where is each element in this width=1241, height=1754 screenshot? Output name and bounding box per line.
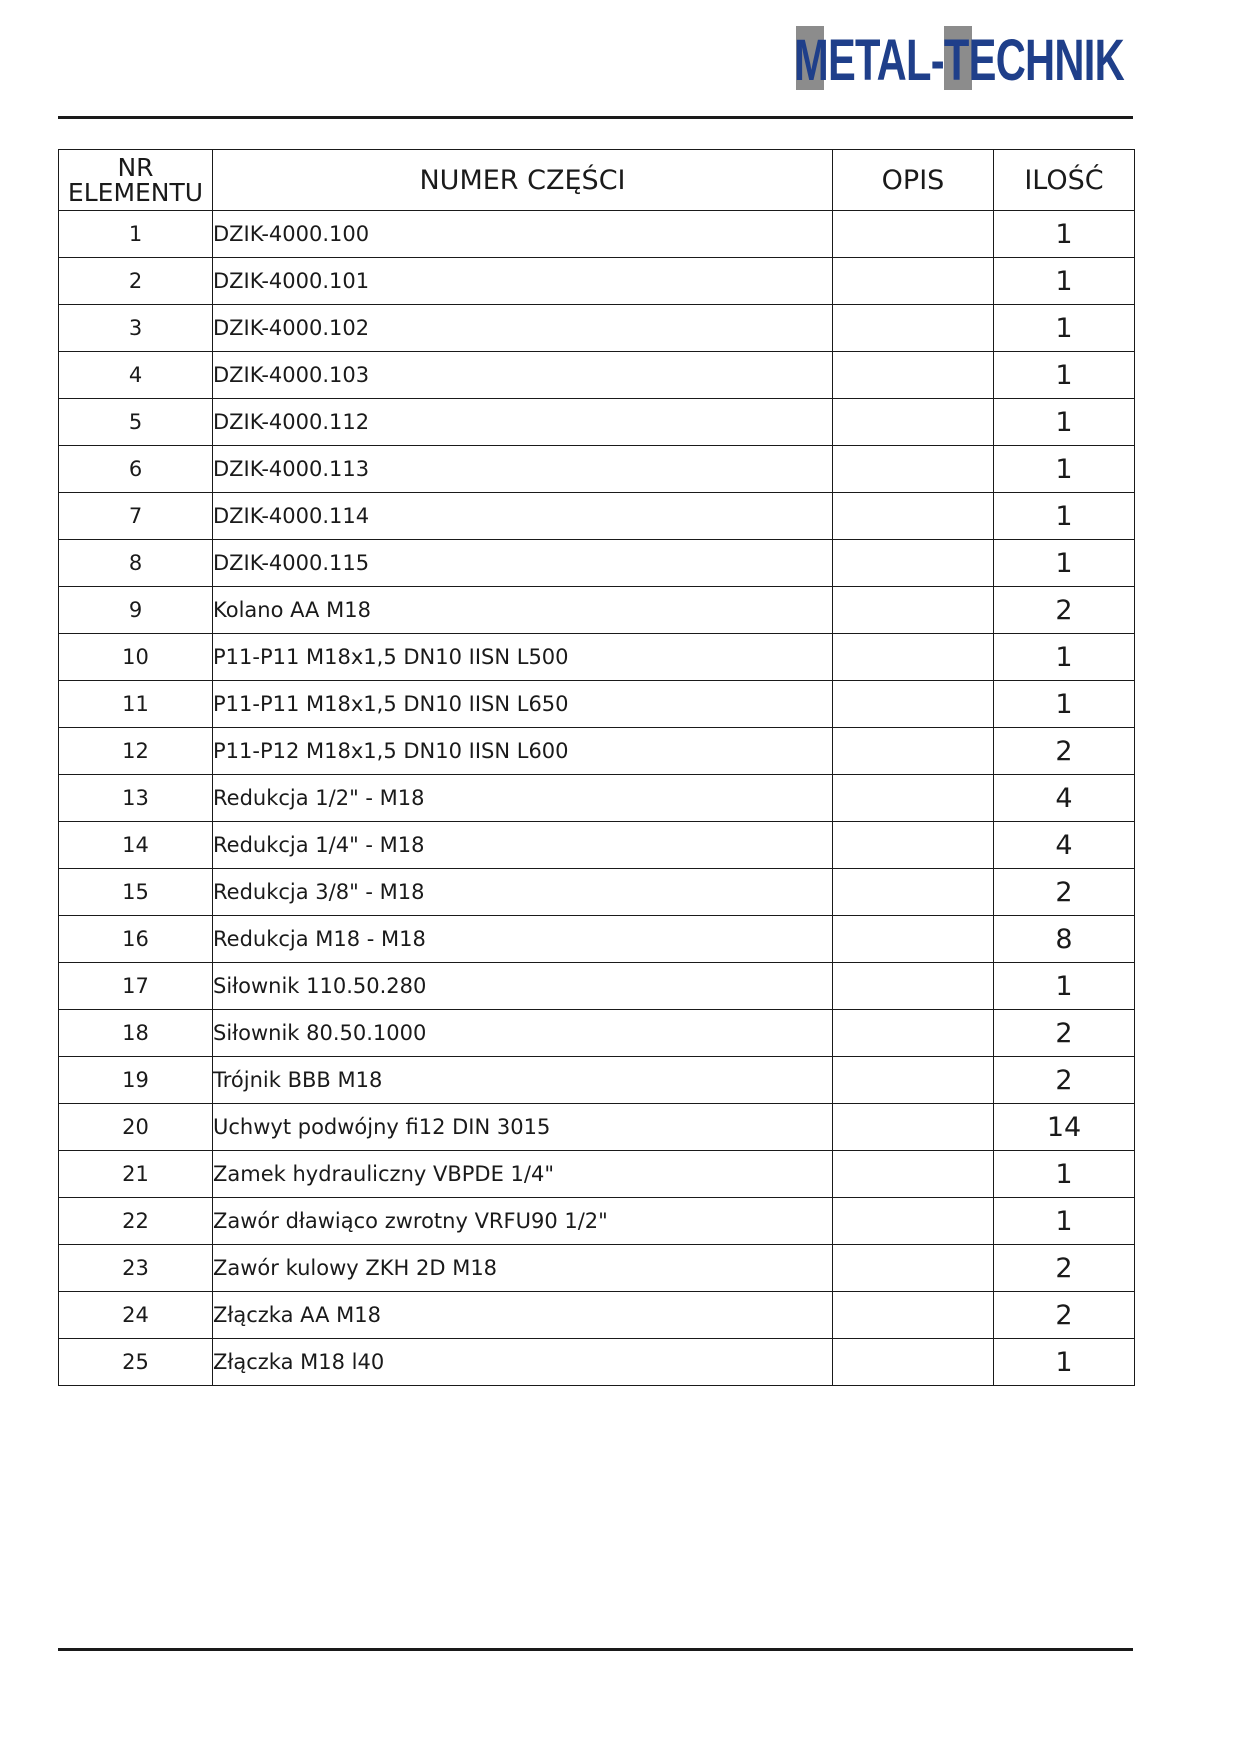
part-number-cell: P11-P12 M18x1,5 DN10 IISN L600 [213, 728, 833, 775]
row-number-cell: 8 [59, 540, 213, 587]
description-cell [833, 399, 994, 446]
part-number-cell: Uchwyt podwójny fi12 DIN 3015 [213, 1104, 833, 1151]
description-cell [833, 916, 994, 963]
description-cell [833, 211, 994, 258]
table-row [59, 446, 1135, 493]
table-header-row [59, 150, 1135, 211]
parts-table-body [59, 211, 1135, 1386]
table-row [59, 681, 1135, 728]
description-cell [833, 446, 994, 493]
table-row [59, 1339, 1135, 1386]
part-number-cell: Kolano AA M18 [213, 587, 833, 634]
description-cell [833, 1292, 994, 1339]
quantity-cell: 1 [994, 493, 1135, 540]
quantity-cell: 2 [994, 1245, 1135, 1292]
table-row [59, 822, 1135, 869]
description-cell [833, 681, 994, 728]
quantity-cell: 4 [994, 775, 1135, 822]
parts-table [58, 149, 1135, 1386]
description-cell [833, 869, 994, 916]
row-number-cell: 5 [59, 399, 213, 446]
quantity-cell: 2 [994, 1057, 1135, 1104]
table-row [59, 211, 1135, 258]
row-number-cell: 6 [59, 446, 213, 493]
table-row [59, 963, 1135, 1010]
quantity-cell: 1 [994, 1339, 1135, 1386]
part-number-cell: Trójnik BBB M18 [213, 1057, 833, 1104]
description-cell [833, 1245, 994, 1292]
quantity-cell: 1 [994, 352, 1135, 399]
part-number-cell: DZIK-4000.100 [213, 211, 833, 258]
row-number-cell: 18 [59, 1010, 213, 1057]
table-row [59, 1057, 1135, 1104]
part-number-cell: Redukcja 1/4" - M18 [213, 822, 833, 869]
quantity-cell: 1 [994, 540, 1135, 587]
description-cell [833, 258, 994, 305]
description-cell [833, 728, 994, 775]
description-cell [833, 1339, 994, 1386]
metal-technik-logo [794, 22, 1126, 92]
row-number-cell: 11 [59, 681, 213, 728]
description-cell [833, 822, 994, 869]
row-number-cell: 1 [59, 211, 213, 258]
part-number-cell: Redukcja M18 - M18 [213, 916, 833, 963]
description-cell [833, 775, 994, 822]
part-number-cell: Zawór dławiąco zwrotny VRFU90 1/2" [213, 1198, 833, 1245]
part-number-cell: Siłownik 80.50.1000 [213, 1010, 833, 1057]
quantity-cell: 2 [994, 587, 1135, 634]
description-cell [833, 963, 994, 1010]
part-number-cell: DZIK-4000.112 [213, 399, 833, 446]
part-number-cell: Zamek hydrauliczny VBPDE 1/4" [213, 1151, 833, 1198]
row-number-cell: 17 [59, 963, 213, 1010]
table-row [59, 1198, 1135, 1245]
description-cell [833, 1151, 994, 1198]
quantity-cell: 1 [994, 446, 1135, 493]
quantity-cell: 2 [994, 1292, 1135, 1339]
column-header-part-number: NUMER CZĘŚCI [213, 150, 833, 211]
description-cell [833, 634, 994, 681]
row-number-cell: 24 [59, 1292, 213, 1339]
column-header-nr [59, 150, 213, 211]
row-number-cell: 9 [59, 587, 213, 634]
quantity-cell: 2 [994, 1010, 1135, 1057]
quantity-cell: 1 [994, 305, 1135, 352]
table-row [59, 728, 1135, 775]
row-number-cell: 25 [59, 1339, 213, 1386]
table-row [59, 775, 1135, 822]
row-number-cell: 14 [59, 822, 213, 869]
table-row [59, 1292, 1135, 1339]
part-number-cell: Złączka M18 l40 [213, 1339, 833, 1386]
table-row [59, 1151, 1135, 1198]
logo-text: METAL-TECHNIK [794, 28, 1125, 93]
part-number-cell: DZIK-4000.114 [213, 493, 833, 540]
row-number-cell: 7 [59, 493, 213, 540]
part-number-cell: DZIK-4000.115 [213, 540, 833, 587]
quantity-cell: 1 [994, 258, 1135, 305]
part-number-cell: Redukcja 1/2" - M18 [213, 775, 833, 822]
quantity-cell: 8 [994, 916, 1135, 963]
table-row [59, 916, 1135, 963]
row-number-cell: 15 [59, 869, 213, 916]
quantity-cell: 4 [994, 822, 1135, 869]
table-row [59, 634, 1135, 681]
quantity-cell: 1 [994, 681, 1135, 728]
description-cell [833, 1198, 994, 1245]
description-cell [833, 540, 994, 587]
row-number-cell: 22 [59, 1198, 213, 1245]
part-number-cell: DZIK-4000.102 [213, 305, 833, 352]
row-number-cell: 21 [59, 1151, 213, 1198]
table-row [59, 587, 1135, 634]
table-row [59, 399, 1135, 446]
quantity-cell: 1 [994, 399, 1135, 446]
table-row [59, 305, 1135, 352]
column-header-quantity: ILOŚĆ [994, 150, 1135, 211]
table-row [59, 493, 1135, 540]
column-header-nr-line1: NR [117, 153, 154, 182]
column-header-description: OPIS [833, 150, 994, 211]
part-number-cell: P11-P11 M18x1,5 DN10 IISN L500 [213, 634, 833, 681]
part-number-cell: P11-P11 M18x1,5 DN10 IISN L650 [213, 681, 833, 728]
quantity-cell: 2 [994, 869, 1135, 916]
description-cell [833, 493, 994, 540]
table-row [59, 540, 1135, 587]
quantity-cell: 1 [994, 634, 1135, 681]
quantity-cell: 1 [994, 963, 1135, 1010]
table-row [59, 869, 1135, 916]
description-cell [833, 1104, 994, 1151]
part-number-cell: Zawór kulowy ZKH 2D M18 [213, 1245, 833, 1292]
table-row [59, 258, 1135, 305]
description-cell [833, 1010, 994, 1057]
column-header-nr-line2: ELEMENTU [67, 178, 204, 207]
quantity-cell: 2 [994, 728, 1135, 775]
part-number-cell: Złączka AA M18 [213, 1292, 833, 1339]
table-row [59, 1010, 1135, 1057]
row-number-cell: 10 [59, 634, 213, 681]
footer-divider [58, 1648, 1133, 1651]
table-row [59, 352, 1135, 399]
description-cell [833, 1057, 994, 1104]
description-cell [833, 305, 994, 352]
part-number-cell: DZIK-4000.113 [213, 446, 833, 493]
part-number-cell: Redukcja 3/8" - M18 [213, 869, 833, 916]
header-divider [58, 116, 1133, 119]
row-number-cell: 13 [59, 775, 213, 822]
quantity-cell: 14 [994, 1104, 1135, 1151]
table-row [59, 1245, 1135, 1292]
row-number-cell: 12 [59, 728, 213, 775]
row-number-cell: 20 [59, 1104, 213, 1151]
part-number-cell: DZIK-4000.101 [213, 258, 833, 305]
quantity-cell: 1 [994, 1198, 1135, 1245]
row-number-cell: 16 [59, 916, 213, 963]
part-number-cell: DZIK-4000.103 [213, 352, 833, 399]
row-number-cell: 19 [59, 1057, 213, 1104]
table-row [59, 1104, 1135, 1151]
row-number-cell: 2 [59, 258, 213, 305]
description-cell [833, 352, 994, 399]
quantity-cell: 1 [994, 1151, 1135, 1198]
row-number-cell: 3 [59, 305, 213, 352]
description-cell [833, 587, 994, 634]
part-number-cell: Siłownik 110.50.280 [213, 963, 833, 1010]
row-number-cell: 23 [59, 1245, 213, 1292]
quantity-cell: 1 [994, 211, 1135, 258]
row-number-cell: 4 [59, 352, 213, 399]
